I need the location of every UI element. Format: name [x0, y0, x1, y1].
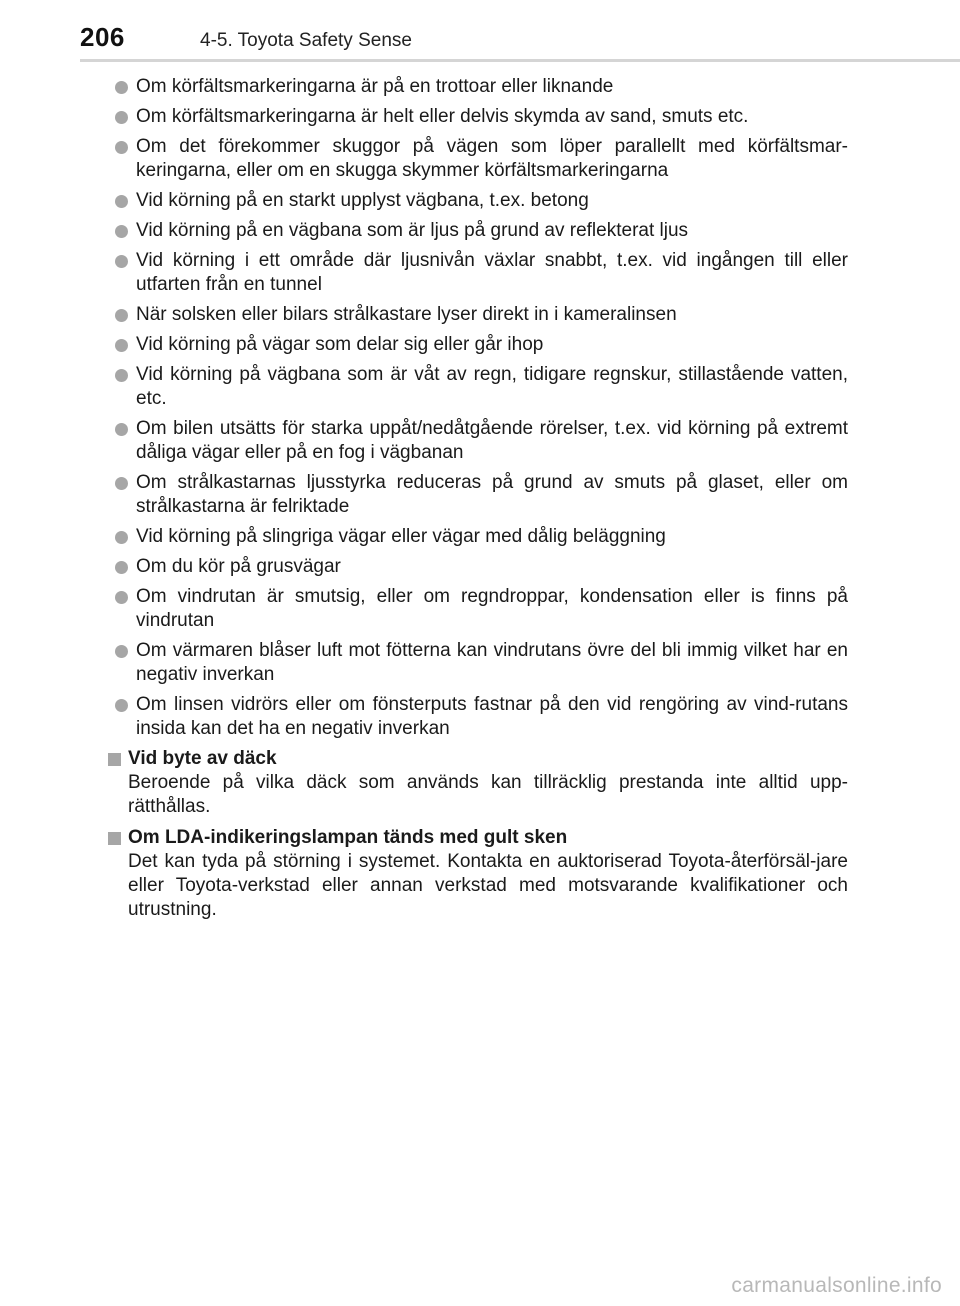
list-item-text: Om bilen utsätts för starka uppåt/nedåtgående rörelser, t.ex. vid körning på extremt dåliga vägar eller på en fog i vägbanan: [136, 418, 848, 463]
bullet-dot-icon: [115, 81, 128, 94]
header-divider: [80, 59, 960, 62]
subsection-heading: Vid byte av däck: [128, 748, 277, 769]
bullet-dot-icon: [115, 531, 128, 544]
list-item: [112, 219, 848, 243]
list-item-text: Om körfältsmarkeringarna är på en trottoar eller liknande: [136, 76, 614, 97]
list-item: [112, 585, 848, 633]
bullet-dot-icon: [115, 195, 128, 208]
subsection-lda-indicator: [108, 826, 848, 922]
subsection-body: Beroende på vilka däck som används kan tillräcklig prestanda inte alltid upp-rätthållas.: [128, 772, 848, 817]
list-item-text: Vid körning på en starkt upplyst vägbana, t.ex. betong: [136, 190, 589, 211]
list-item-text: Vid körning på slingriga vägar eller vägar med dålig beläggning: [136, 526, 666, 547]
list-item: [112, 105, 848, 129]
list-item: [112, 249, 848, 297]
list-item-text: Om linsen vidrörs eller om fönsterputs fastnar på den vid rengöring av vind-rutans insida kan det ha en negativ inverkan: [136, 694, 848, 739]
list-item-text: Om strålkastarnas ljusstyrka reduceras på grund av smuts på glaset, eller om strålkastarna är felriktade: [136, 472, 848, 517]
list-item: [112, 555, 848, 579]
list-item: [112, 363, 848, 411]
bullet-dot-icon: [115, 699, 128, 712]
square-bullet-icon: [108, 753, 121, 766]
list-item: [112, 75, 848, 99]
watermark: carmanualsonline.info: [731, 1274, 942, 1297]
bullet-dot-icon: [115, 225, 128, 238]
list-item: [112, 303, 848, 327]
list-item: [112, 693, 848, 741]
bullet-dot-icon: [115, 369, 128, 382]
subsection-heading: Om LDA-indikeringslampan tänds med gult sken: [128, 827, 568, 848]
page-number: 206: [80, 22, 125, 52]
page-header: [0, 0, 960, 62]
list-item: [112, 639, 848, 687]
list-item-text: Vid körning på en vägbana som är ljus på grund av reflekterat ljus: [136, 220, 689, 241]
list-item-text: Om vindrutan är smutsig, eller om regndroppar, kondensation eller is finns på vindrutan: [136, 586, 848, 631]
page-content: [112, 75, 848, 929]
bullet-dot-icon: [115, 255, 128, 268]
bullet-dot-icon: [115, 591, 128, 604]
bullet-dot-icon: [115, 423, 128, 436]
list-item-text: Om det förekommer skuggor på vägen som löper parallellt med körfältsmar-keringarna, eller om en skugga skymmer körfältsmarkeringarna: [136, 136, 848, 181]
subsection-tire-change: [108, 747, 848, 819]
bullet-dot-icon: [115, 309, 128, 322]
bullet-dot-icon: [115, 477, 128, 490]
list-item: [112, 189, 848, 213]
list-item: [112, 525, 848, 549]
list-item-text: Om värmaren blåser luft mot fötterna kan vindrutans övre del bli immig vilket har en negativ inverkan: [136, 640, 848, 685]
list-item: [112, 135, 848, 183]
list-item: [112, 417, 848, 465]
section-title: 4-5. Toyota Safety Sense: [200, 30, 412, 51]
list-item-text: Om du kör på grusvägar: [136, 556, 341, 577]
list-item-text: Vid körning på vägar som delar sig eller går ihop: [136, 334, 544, 355]
list-item-text: Om körfältsmarkeringarna är helt eller delvis skymda av sand, smuts etc.: [136, 106, 749, 127]
bullet-dot-icon: [115, 141, 128, 154]
list-item-text: Vid körning på vägbana som är våt av regn, tidigare regnskur, stillastående vatten, etc.: [136, 364, 848, 409]
bullet-list: [112, 75, 848, 741]
bullet-dot-icon: [115, 645, 128, 658]
list-item: [112, 333, 848, 357]
list-item-text: Vid körning i ett område där ljusnivån växlar snabbt, t.ex. vid ingången till eller utfarten från en tunnel: [136, 250, 848, 295]
square-bullet-icon: [108, 832, 121, 845]
bullet-dot-icon: [115, 339, 128, 352]
bullet-dot-icon: [115, 111, 128, 124]
list-item: [112, 471, 848, 519]
subsection-body: Det kan tyda på störning i systemet. Kontakta en auktoriserad Toyota-återförsäl-jare eller Toyota-verkstad eller annan verkstad med motsvarande kvalifikationer och utrustning.: [128, 851, 848, 920]
bullet-dot-icon: [115, 561, 128, 574]
list-item-text: När solsken eller bilars strålkastare lyser direkt in i kameralinsen: [136, 304, 677, 325]
